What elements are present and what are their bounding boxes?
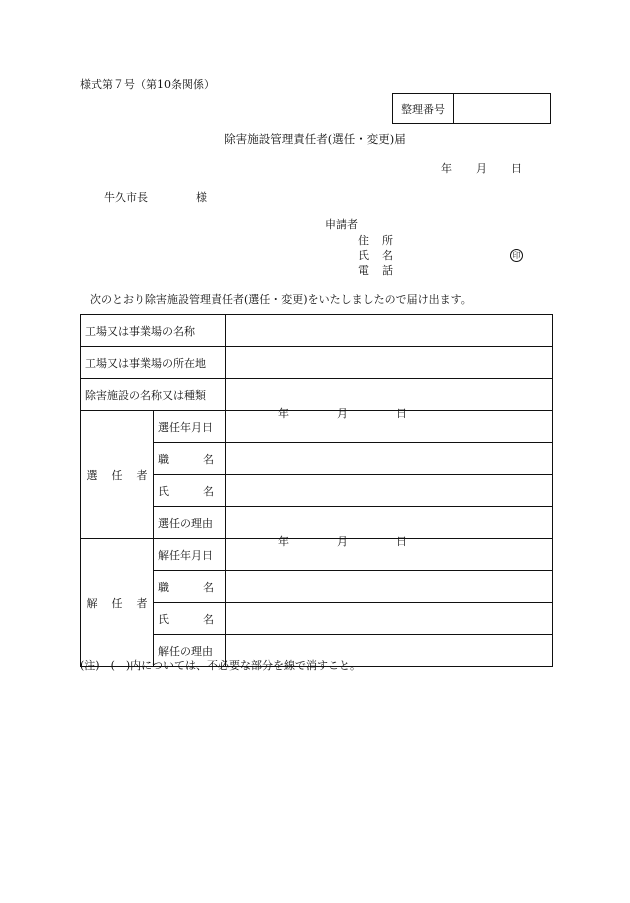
applicant-heading: 申請者	[325, 218, 358, 231]
addressee-name: 牛久市長	[104, 191, 148, 204]
dismissed-post-label	[154, 571, 226, 603]
dismissed-name-field[interactable]	[226, 603, 553, 635]
dismissed-post-char-2: 名	[203, 580, 214, 594]
reference-number-box	[392, 93, 551, 124]
footnote: (注) ( )内については、不必要な部分を線で消すこと。	[80, 659, 361, 672]
addressee-honorific: 様	[196, 191, 207, 204]
table-row	[81, 347, 553, 379]
dismissal-reason-label: 解任の理由	[154, 635, 226, 667]
appointee-group-char-2: 任	[111, 468, 123, 482]
dismissal-date-label: 解任年月日	[154, 539, 226, 571]
appointee-post-char-2: 名	[203, 452, 214, 466]
facility-location-field[interactable]	[226, 347, 553, 379]
appointee-post-char-1: 職	[158, 452, 169, 466]
applicant-address-label-2: 所	[382, 234, 393, 247]
intro-text: 次のとおり除害施設管理責任者(選任・変更)をいたしましたので届け出ます。	[90, 293, 472, 306]
appointment-day-label: 日	[396, 407, 407, 420]
appointee-group-label	[81, 411, 154, 539]
document-title: 除害施設管理責任者(選任・変更)届	[224, 132, 406, 146]
date-day-label: 日	[511, 162, 522, 175]
facility-name-label: 工場又は事業場の名称	[81, 315, 226, 347]
appointee-name-char-1: 氏	[158, 484, 169, 498]
dismissed-name-label	[154, 603, 226, 635]
appointee-name-label	[154, 475, 226, 507]
facility-type-label: 除害施設の名称又は種類	[81, 379, 226, 411]
dismissal-day-label: 日	[396, 535, 407, 548]
reference-number-label: 整理番号	[393, 94, 454, 123]
dismissal-year-label: 年	[278, 535, 289, 548]
reference-number-field[interactable]	[454, 94, 550, 123]
applicant-address-label-1: 住	[358, 234, 369, 247]
applicant-phone-label-1: 電	[358, 264, 369, 277]
dismissed-post-char-1: 職	[158, 580, 169, 594]
appointee-name-field[interactable]	[226, 475, 553, 507]
table-row	[81, 315, 553, 347]
dismissal-month-label: 月	[337, 535, 348, 548]
form-table	[80, 314, 553, 667]
table-row	[81, 379, 553, 411]
facility-type-field[interactable]	[226, 379, 553, 411]
facility-location-label: 工場又は事業場の所在地	[81, 347, 226, 379]
seal-icon: 印	[510, 249, 523, 262]
dismissed-group-char-1: 解	[86, 596, 98, 610]
dismissed-name-char-2: 名	[203, 612, 214, 626]
table-row	[81, 411, 553, 443]
dismissed-post-field[interactable]	[226, 571, 553, 603]
applicant-phone-label-2: 話	[382, 264, 393, 277]
applicant-name-label-1: 氏	[358, 249, 369, 262]
date-month-label: 月	[476, 162, 487, 175]
appointment-date-label: 選任年月日	[154, 411, 226, 443]
appointee-name-char-2: 名	[203, 484, 214, 498]
dismissed-group-char-3: 者	[136, 596, 148, 610]
dismissed-group-label	[81, 539, 154, 667]
facility-name-field[interactable]	[226, 315, 553, 347]
appointment-month-label: 月	[337, 407, 348, 420]
appointment-year-label: 年	[278, 407, 289, 420]
appointment-date-field[interactable]	[226, 407, 553, 443]
appointee-group-char-3: 者	[136, 468, 148, 482]
dismissal-date-field[interactable]	[226, 535, 553, 571]
form-number: 様式第７号（第10条関係）	[80, 78, 215, 91]
dismissed-name-char-1: 氏	[158, 612, 169, 626]
date-year-label: 年	[441, 162, 452, 175]
applicant-seal-mark	[510, 249, 523, 262]
applicant-name-label-2: 名	[382, 249, 393, 262]
table-row	[81, 539, 553, 571]
appointment-reason-field[interactable]	[226, 507, 553, 539]
appointee-group-char-1: 選	[86, 468, 98, 482]
appointee-post-field[interactable]	[226, 443, 553, 475]
appointee-post-label	[154, 443, 226, 475]
dismissed-group-char-2: 任	[111, 596, 123, 610]
appointment-reason-label: 選任の理由	[154, 507, 226, 539]
